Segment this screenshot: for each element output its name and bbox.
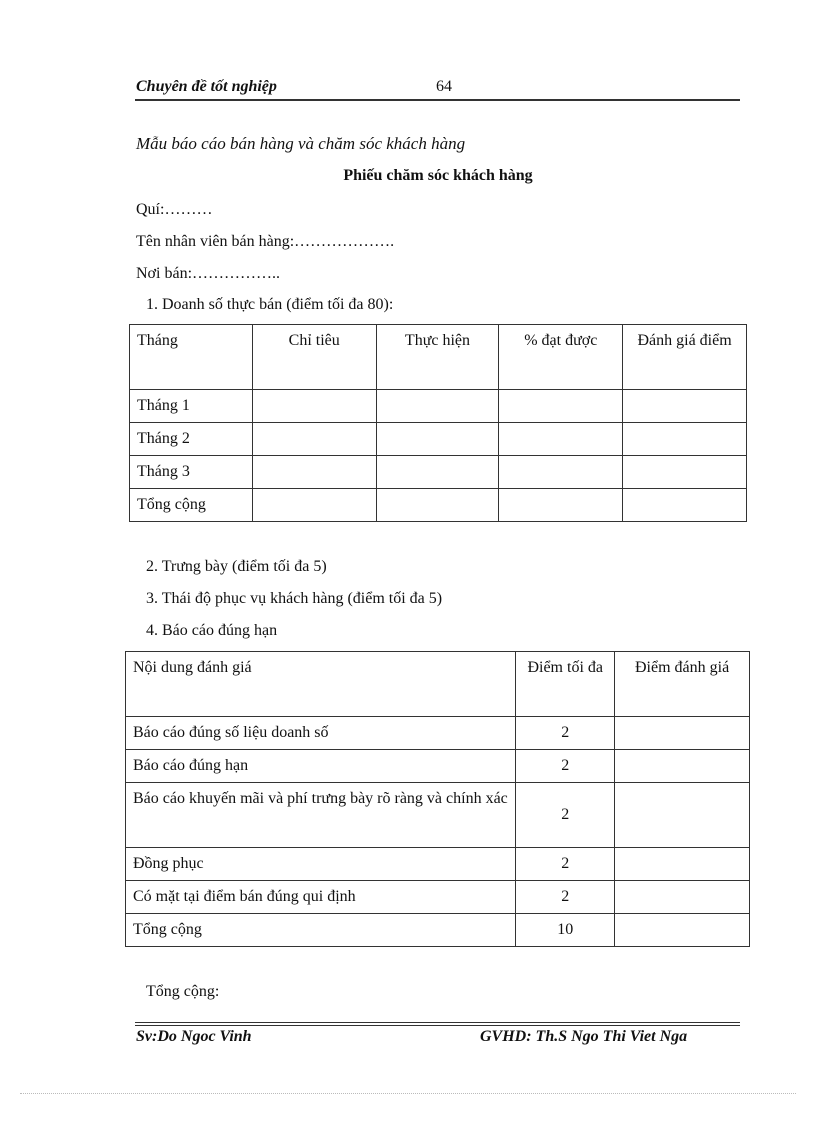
quarter-field: Quí:……… — [136, 201, 213, 218]
page-number: 64 — [436, 78, 452, 95]
header-cell: Thực hiện — [376, 325, 499, 390]
total-label: Tổng cộng: — [146, 983, 220, 1000]
criterion-cell: Có mặt tại điểm bán đúng qui định — [126, 881, 516, 914]
empty-cell — [376, 489, 499, 522]
footer-rule — [135, 1025, 740, 1026]
header-cell: Điểm tối đa — [516, 652, 615, 717]
empty-cell — [376, 390, 499, 423]
row-label: Tổng cộng — [130, 489, 253, 522]
max-score-cell: 2 — [516, 848, 615, 881]
header-rule — [135, 99, 740, 101]
empty-cell — [252, 390, 376, 423]
empty-cell — [615, 717, 750, 750]
item-display: 2. Trưng bày (điểm tối đa 5) — [146, 558, 327, 575]
max-score-cell: 10 — [516, 914, 615, 947]
empty-cell — [615, 914, 750, 947]
salesperson-field: Tên nhân viên bán hàng:………………. — [136, 233, 395, 250]
empty-cell — [252, 456, 376, 489]
header-cell: Điểm đánh giá — [615, 652, 750, 717]
empty-cell — [615, 848, 750, 881]
max-score-cell: 2 — [516, 783, 615, 848]
header-cell: Nội dung đánh giá — [126, 652, 516, 717]
table-row — [126, 914, 750, 947]
table-row — [126, 750, 750, 783]
empty-cell — [615, 783, 750, 848]
item-report: 4. Báo cáo đúng hạn — [146, 622, 278, 639]
empty-cell — [499, 456, 623, 489]
empty-cell — [499, 489, 623, 522]
criterion-cell: Tổng cộng — [126, 914, 516, 947]
empty-cell — [499, 390, 623, 423]
table-row — [126, 717, 750, 750]
header-cell: Chỉ tiêu — [252, 325, 376, 390]
table-row — [130, 456, 747, 489]
max-score-cell: 2 — [516, 750, 615, 783]
empty-cell — [252, 489, 376, 522]
table-row — [126, 881, 750, 914]
footer-advisor: GVHD: Th.S Ngo Thi Viet Nga — [480, 1028, 688, 1045]
report-table — [125, 651, 750, 947]
form-caption: Mẫu báo cáo bán hàng và chăm sóc khách hàng — [136, 134, 466, 153]
header-title: Chuyên đề tốt nghiệp — [136, 78, 277, 95]
empty-cell — [623, 489, 747, 522]
empty-cell — [623, 423, 747, 456]
header-cell: Tháng — [130, 325, 253, 390]
empty-cell — [623, 390, 747, 423]
row-label: Tháng 3 — [130, 456, 253, 489]
table-row — [130, 423, 747, 456]
sales-table — [129, 324, 747, 522]
sales-table-header — [130, 325, 747, 390]
criterion-cell: Báo cáo đúng hạn — [126, 750, 516, 783]
max-score-cell: 2 — [516, 717, 615, 750]
table-row — [130, 489, 747, 522]
item-service: 3. Thái độ phục vụ khách hàng (điểm tối đa 5) — [146, 590, 443, 607]
criterion-cell: Báo cáo đúng số liệu doanh số — [126, 717, 516, 750]
table-row — [126, 783, 750, 848]
header-cell: % đạt được — [499, 325, 623, 390]
empty-cell — [376, 456, 499, 489]
empty-cell — [499, 423, 623, 456]
form-title: Phiếu chăm sóc khách hàng — [343, 167, 533, 184]
criterion-cell: Đồng phục — [126, 848, 516, 881]
header-cell: Đánh giá điểm — [623, 325, 747, 390]
empty-cell — [623, 456, 747, 489]
row-label: Tháng 2 — [130, 423, 253, 456]
empty-cell — [376, 423, 499, 456]
criterion-cell: Báo cáo khuyến mãi và phí trưng bày rõ ràng và chính xác — [126, 783, 516, 848]
location-field: Nơi bán:…………….. — [136, 265, 281, 282]
footer-student: Sv:Do Ngoc Vinh — [136, 1028, 252, 1045]
item-sales: 1. Doanh số thực bán (điểm tối đa 80): — [146, 296, 394, 313]
page-edge — [20, 1093, 796, 1094]
max-score-cell: 2 — [516, 881, 615, 914]
empty-cell — [615, 750, 750, 783]
row-label: Tháng 1 — [130, 390, 253, 423]
report-table-header — [126, 652, 750, 717]
table-row — [130, 390, 747, 423]
empty-cell — [615, 881, 750, 914]
table-row — [126, 848, 750, 881]
empty-cell — [252, 423, 376, 456]
footer-rule — [135, 1022, 740, 1023]
